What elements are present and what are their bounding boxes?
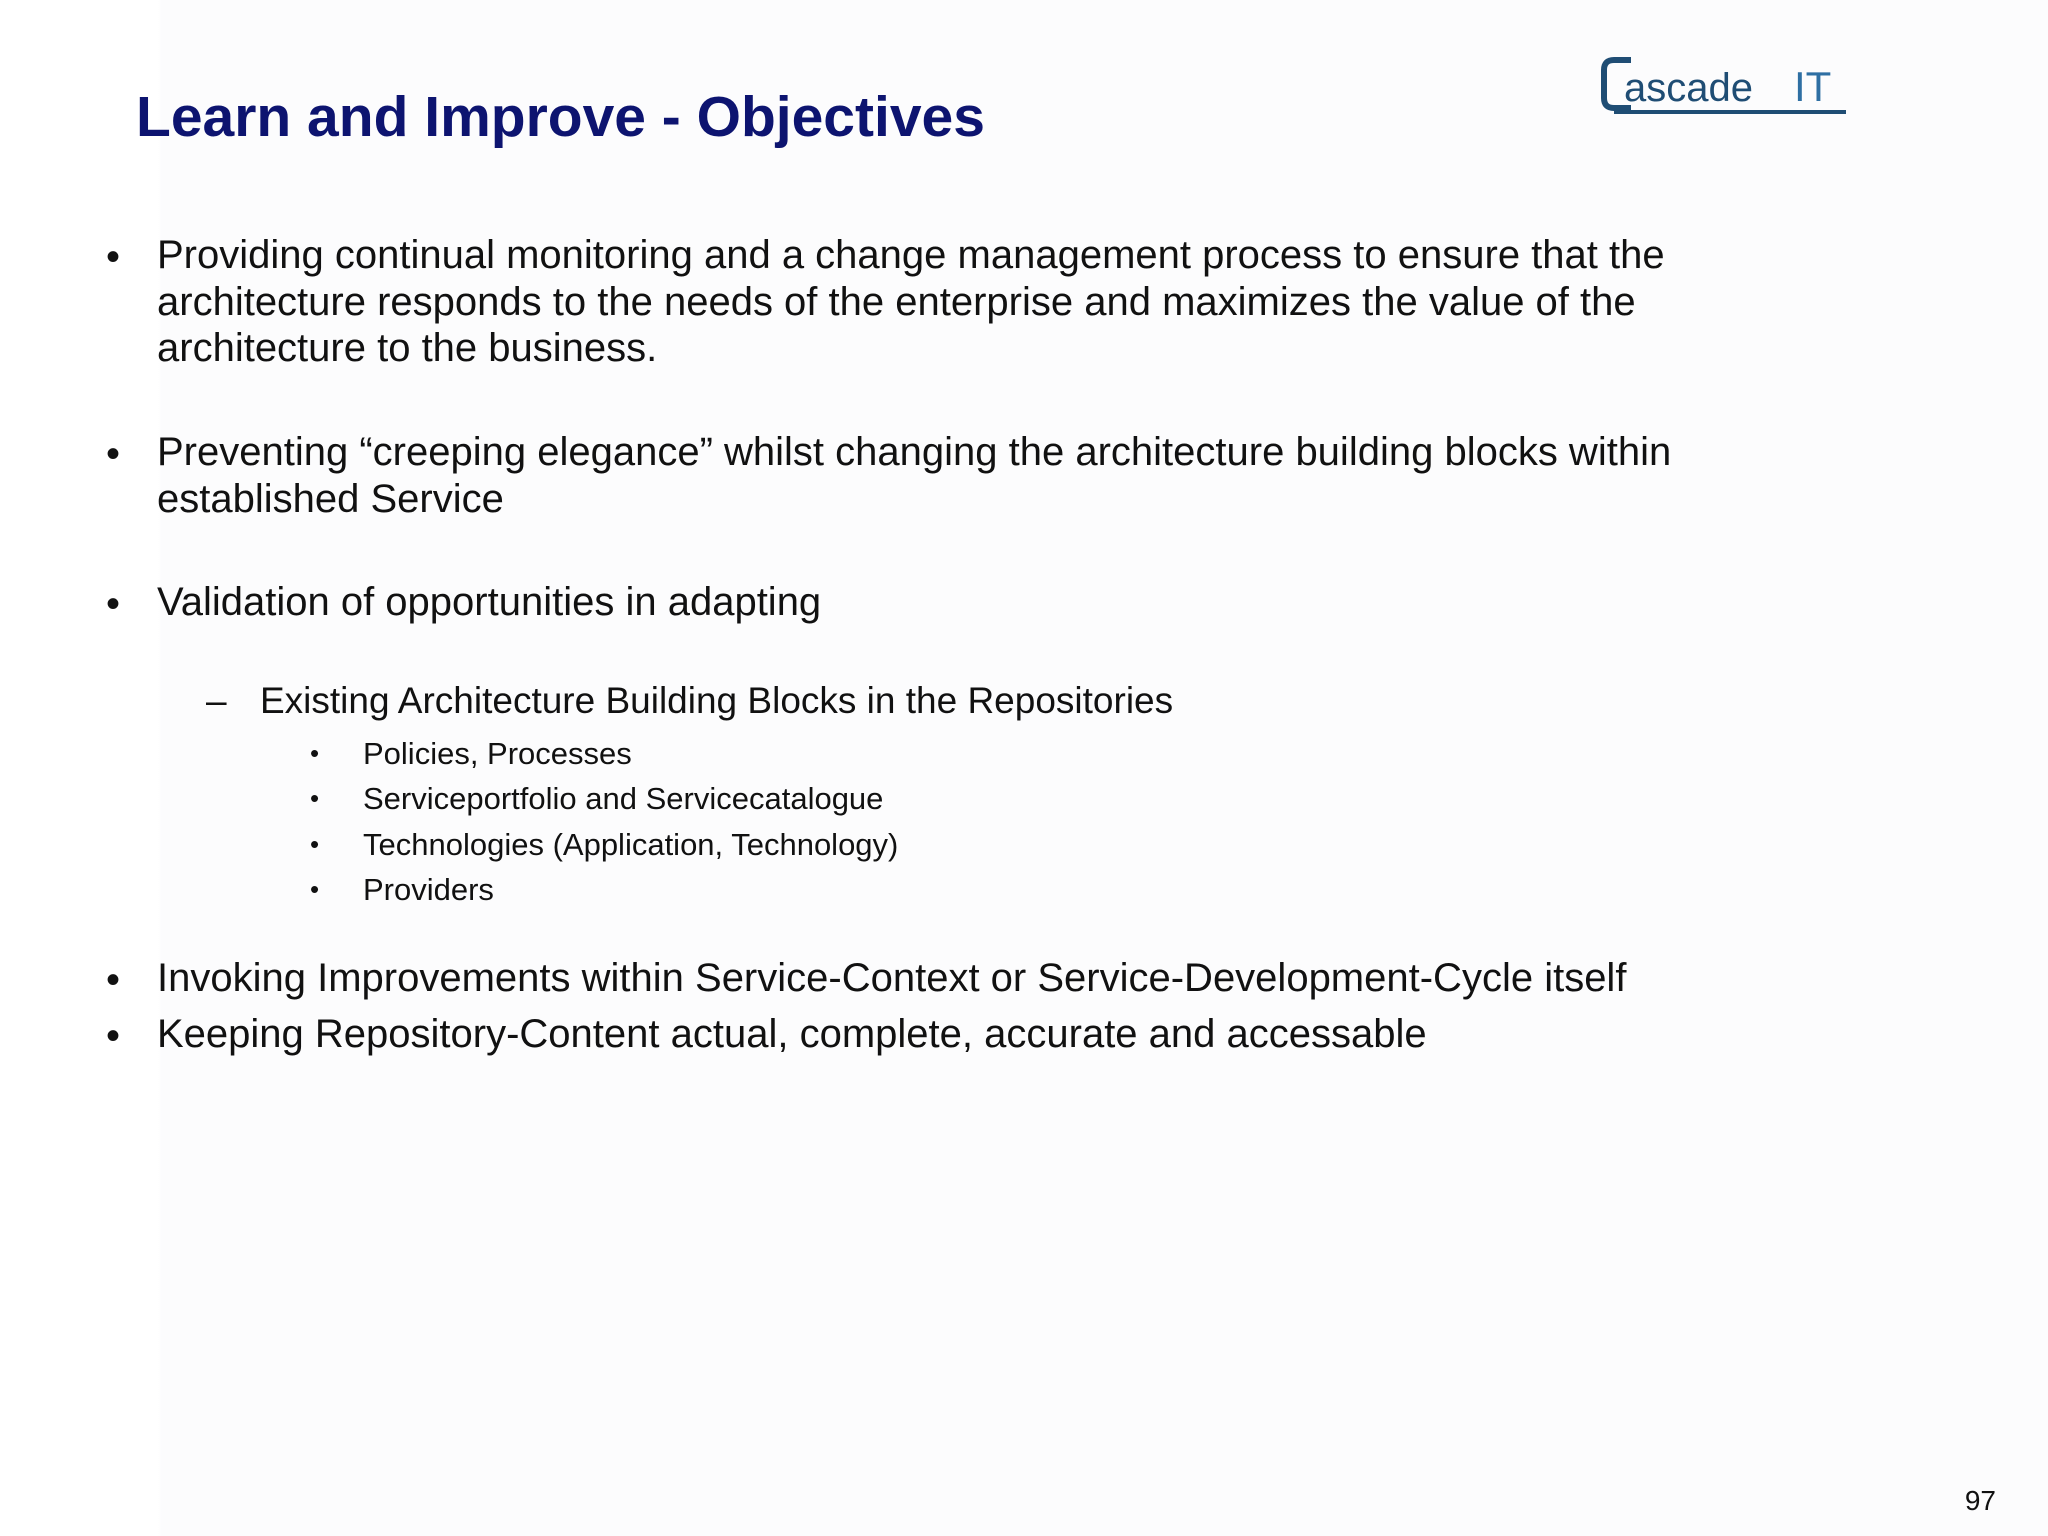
sub-sub-marker: • bbox=[310, 783, 320, 813]
bullet-1-line-1: Providing continual monitoring and a change management process to ensure that the bbox=[157, 233, 1665, 277]
sub-sub-marker: • bbox=[310, 874, 320, 904]
sub-sub-item-3: Technologies (Application, Technology) bbox=[363, 827, 899, 862]
logo-name-text: ascade bbox=[1624, 66, 1753, 110]
bullet-text-1 bbox=[157, 232, 1857, 372]
trailing-bullet-text-2: Keeping Repository-Content actual, complete, accurate and accessable bbox=[157, 1012, 1427, 1056]
sub-sub-marker: • bbox=[310, 738, 320, 768]
trailing-bullet-text-1: Invoking Improvements within Service-Context or Service-Development-Cycle itself bbox=[157, 956, 1627, 1000]
bullet-3-line-1: Validation of opportunities in adapting bbox=[157, 580, 822, 624]
bullet-marker: • bbox=[106, 582, 121, 626]
sub-sub-item-2: Serviceportfolio and Servicecatalogue bbox=[363, 781, 884, 816]
sub-sub-marker: • bbox=[310, 829, 320, 859]
bullet-marker: • bbox=[106, 235, 121, 279]
bullet-1-line-3: architecture to the business. bbox=[157, 326, 658, 370]
bullet-marker: • bbox=[106, 958, 121, 1002]
bullet-marker: • bbox=[106, 1014, 121, 1058]
bullet-text-3 bbox=[157, 579, 1857, 626]
sub-item-text: Existing Architecture Building Blocks in the Repositories bbox=[260, 680, 1174, 721]
logo-suffix-text: IT bbox=[1794, 63, 1832, 110]
bullet-2-line-1: Preventing “creeping elegance” whilst changing the architecture building blocks within bbox=[157, 430, 1672, 474]
bullet-1-line-2: architecture responds to the needs of the enterprise and maximizes the value of the bbox=[157, 279, 1636, 324]
bullet-2-line-2: established Service bbox=[157, 476, 504, 521]
sub-item-marker: – bbox=[206, 680, 227, 721]
slide-title: Learn and Improve - Objectives bbox=[136, 85, 985, 149]
bullet-text-2 bbox=[157, 429, 1857, 522]
page-number: 97 bbox=[1964, 1485, 1996, 1516]
sub-sub-item-4: Providers bbox=[363, 872, 494, 907]
bullet-marker: • bbox=[106, 432, 121, 476]
sub-sub-item-1: Policies, Processes bbox=[363, 736, 632, 771]
